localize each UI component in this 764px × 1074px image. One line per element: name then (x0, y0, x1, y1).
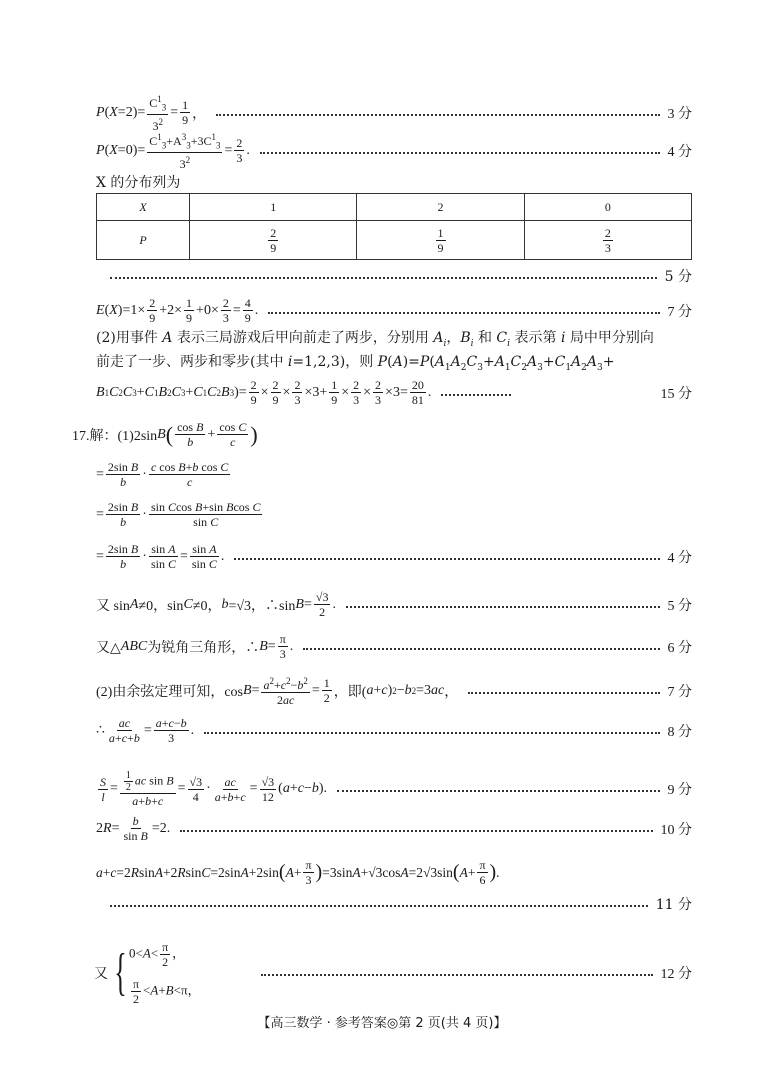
score: 3 分 (667, 106, 692, 122)
score: 6 分 (667, 640, 692, 656)
q17-step2: = $\frac{\text{2sin B}}{b}$ · $\frac{\text{c cos B+b cos C}}{c}$ (96, 460, 229, 489)
table-cell: $\frac{2}{3}$ (524, 221, 691, 260)
dot-leader (337, 790, 659, 792)
part2-text-1: (2)用事件 A 表示三局游戏后甲向前走了两步，分别用 $A_i$，$B_i$ 和 $C_i$ 表示第 i 局中甲分别向 (96, 330, 654, 349)
q17-step8: ∴ $\frac{ac}{a+c+b}$ = $\frac{a+c-b}{3}$ . 8 分 (96, 716, 692, 745)
q17-step7: (2)由余弦定理可知，cos B = $\frac{a^2+c^2-b^2}{2ac}$ = $\frac{1}{2}$ ，即( a + c ) 2 − b 2 =3 ac ， 7 分 (96, 676, 692, 707)
q17-step10: 2 R = $\frac{b}{\text{sin B}}$ =2. 10 分 (96, 814, 692, 843)
dot-leader (110, 277, 657, 279)
q17-step4: = $\frac{\text{2sin B}}{b}$ · $\frac{\text{sin A}}{\text{sin C}}$ = $\frac{\text{sin A}}{\text{sin C}}$ . 4 分 (96, 542, 692, 571)
dot-leader (260, 152, 660, 154)
score: 7 分 (667, 304, 692, 320)
page-footer: 【高三数学 · 参考答案◎第 2 页(共 4 页)】 (257, 1016, 507, 1031)
line-p-x-0: P ( X =0)= $\frac{C^1_3+A^3_3+3C^1_3}{3^2}$ = $\frac{2}{3}$ . 4 分 (96, 132, 692, 172)
q17-step12: 又 { 0<A< $\frac{\pi}{2}$ ， $\frac{\pi}{2}$ <A+B<π， 12 分 (94, 940, 692, 1006)
score-line (96, 266, 692, 286)
line-expectation: E ( X )=1× $\frac{2}{9}$ +2× $\frac{1}{9}$ +0× $\frac{2}{3}$ = $\frac{4}{9}$ . 7 分 (96, 296, 692, 325)
score: 5 分 (667, 598, 692, 614)
distribution-label: X 的分布列为 (96, 175, 181, 191)
dot-leader (234, 558, 659, 560)
score: 10 分 (660, 822, 692, 838)
score-line (96, 894, 692, 914)
score: 4 分 (667, 144, 692, 160)
table-cell: $\frac{1}{9}$ (357, 221, 524, 260)
q17-start: 17.解：(1)2sin B ( $\frac{\text{cos B}}{b}$ + $\frac{\text{cos C}}{c}$ ) (72, 420, 258, 449)
q17-step5: 又 sin A ≠0，sin C ≠0， b =√3，∴sin B = $\frac{√3}{2}$ . 5 分 (96, 590, 692, 619)
dot-leader (441, 394, 511, 396)
score: 8 分 (667, 724, 692, 740)
dot-leader (180, 830, 652, 832)
score: 12 分 (660, 967, 692, 982)
score: 11 分 (655, 897, 692, 913)
q17-step3: = $\frac{\text{2sin B}}{b}$ · $\frac{\text{sin Ccos B+sin Bcos C}}{\text{sin C}}$ (96, 500, 261, 529)
score: 4 分 (667, 550, 692, 566)
table-header-cell: 1 (190, 194, 357, 221)
left-brace: { (114, 944, 127, 1001)
dot-leader (303, 648, 659, 650)
distribution-table (96, 193, 692, 260)
dot-leader (204, 732, 659, 734)
table-cell: $\frac{2}{9}$ (190, 221, 357, 260)
q17-step6: 又△ ABC 为锐角三角形，∴ B = $\frac{\pi}{3}$ . 6 分 (96, 632, 692, 661)
line-part2-result: B 1 C 2 C 3 + C 1 B 2 C 3 + C 1 C 2 B 3 )= $\frac{2}{9}$ × $\frac{2}{9}$ × $\frac{2}{3}$ ×3+ $\frac{1}{9}$ × $\frac{2}{3}$ × $\frac{2}{3}$ ×3= $\frac{20}{81}$ . 15 分 (96, 378, 692, 407)
q17-step11: a + c =2 R sin A +2 R sin C =2sin A +2sin ( A + $\frac{\pi}{3}$ ) =3sin A +√3cos A =2√3sin ( A + $\frac{\pi}{6}$ ) . (96, 858, 500, 887)
table-header-cell: X (97, 194, 190, 221)
table-header-cell: 2 (357, 194, 524, 221)
dot-leader (216, 114, 659, 116)
part2-text-2: 前走了一步、两步和零步(其中 i=1,2,3)，则 $P(A)=P(A_1A_2C_3+A_1C_2A_3+C_1A_2A_3+$ (96, 354, 615, 373)
score: 7 分 (667, 684, 692, 700)
you-label: 又 (94, 967, 108, 982)
score: 9 分 (667, 783, 692, 798)
dot-leader (261, 974, 653, 976)
table-row-label: P (97, 221, 190, 260)
dot-leader (268, 312, 659, 314)
score: 5 分 (664, 269, 692, 285)
line-p-x-2: P ( X =2)= $\frac{C^1_3}{3^2}$ = $\frac{1}{9}$ ， 3 分 (96, 94, 692, 134)
q17-step9: $\frac{S}{l}$ = $\frac{1}{2}$ ac sin B a+b+c = $\frac{√3}{4}$ · $\frac{ac}{a+b+c}$ = $\frac{√3}{12}$ ( a + c − b ). 9 分 (100, 770, 692, 808)
dot-leader (110, 905, 648, 907)
score: 15 分 (660, 386, 692, 402)
dot-leader (468, 692, 659, 694)
table-header-cell: 0 (524, 194, 691, 221)
dot-leader (346, 606, 660, 608)
